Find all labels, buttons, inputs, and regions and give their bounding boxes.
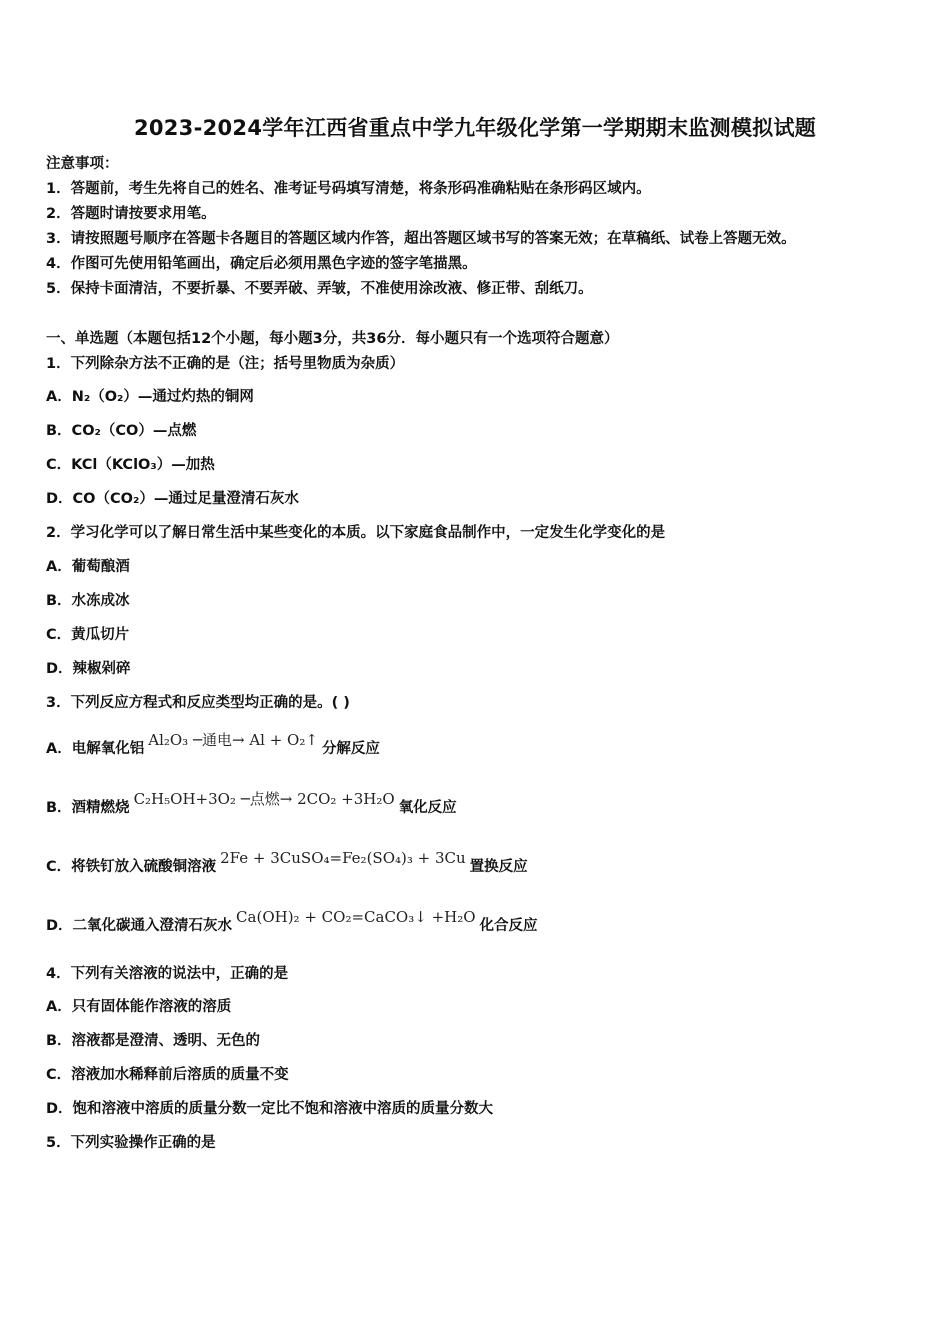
question-2-option-c: C．黄瓜切片 [46, 627, 130, 643]
question-3-option-d [46, 908, 538, 935]
question-4-option-d: D．饱和溶液中溶质的质量分数一定比不饱和溶液中溶质的质量分数大 [46, 1101, 494, 1117]
option-d-type: 化合反应 [479, 918, 538, 934]
page-title: 2023-2024学年江西省重点中学九年级化学第一学期期末监测模拟试题 [133, 116, 817, 140]
question-4-option-a: A．只有固体能作溶液的溶质 [46, 999, 232, 1015]
option-b-equation: C₂H₅OH+3O₂ ─点燃→ 2CO₂ +3H₂O [133, 790, 395, 808]
question-1-stem: 1．下列除杂方法不正确的是（注；括号里物质为杂质） [46, 356, 405, 372]
option-a-equation: Al₂O₃ ─通电→ Al + O₂↑ [148, 731, 318, 749]
question-2-option-a: A．葡萄酿酒 [46, 559, 130, 575]
option-c-equation: 2Fe + 3CuSO₄=Fe₂(SO₄)₃ + 3Cu [220, 849, 466, 867]
option-a-text: A．电解氧化铝 [46, 741, 145, 757]
question-4-option-b: B．溶液都是澄清、透明、无色的 [46, 1033, 261, 1049]
question-3-option-b [46, 790, 457, 817]
question-4-option-c: C．溶液加水稀释前后溶质的质量不变 [46, 1067, 289, 1083]
notice-item-3: 3．请按照题号顺序在答题卡各题目的答题区域内作答，超出答题区域书写的答案无效；在草稿纸、试卷上答题无效。 [46, 231, 796, 247]
question-5-stem: 5．下列实验操作正确的是 [46, 1135, 216, 1151]
option-d-equation: Ca(OH)₂ + CO₂=CaCO₃↓ +H₂O [236, 908, 476, 926]
question-1-option-d: D．CO（CO₂）—通过足量澄清石灰水 [46, 491, 299, 507]
section-heading: 一、单选题（本题包括12个小题，每小题3分，共36分．每小题只有一个选项符合题意） [46, 331, 619, 347]
question-4-stem: 4．下列有关溶液的说法中，正确的是 [46, 966, 289, 982]
option-c-type: 置换反应 [469, 859, 528, 875]
question-1-option-c: C．KCl（KClO₃）—加热 [46, 457, 215, 473]
question-3-option-a [46, 731, 380, 758]
option-a-type: 分解反应 [321, 741, 380, 757]
option-b-type: 氧化反应 [398, 800, 457, 816]
option-d-text: D．二氧化碳通入澄清石灰水 [46, 918, 233, 934]
question-2-option-d: D．辣椒剁碎 [46, 661, 131, 677]
question-3-stem: 3．下列反应方程式和反应类型均正确的是。( ) [46, 695, 350, 711]
notice-item-4: 4．作图可先使用铅笔画出，确定后必须用黑色字迹的签字笔描黑。 [46, 256, 477, 272]
question-3-option-c [46, 849, 528, 876]
question-2-stem: 2．学习化学可以了解日常生活中某些变化的本质。以下家庭食品制作中，一定发生化学变化的是 [46, 525, 666, 541]
option-b-text: B．酒精燃烧 [46, 800, 130, 816]
notice-heading: 注意事项： [46, 156, 119, 172]
question-2-option-b: B．水冻成冰 [46, 593, 130, 609]
question-1-option-b: B．CO₂（CO）—点燃 [46, 423, 197, 439]
question-1-option-a: A．N₂（O₂）—通过灼热的铜网 [46, 389, 254, 405]
notice-item-5: 5．保持卡面清洁，不要折暴、不要弄破、弄皱，不准使用涂改液、修正带、刮纸刀。 [46, 281, 593, 297]
notice-item-1: 1．答题前，考生先将自己的姓名、准考证号码填写清楚，将条形码准确粘贴在条形码区域内。 [46, 181, 651, 197]
option-c-text: C．将铁钉放入硫酸铜溶液 [46, 859, 217, 875]
notice-item-2: 2．答题时请按要求用笔。 [46, 206, 216, 222]
